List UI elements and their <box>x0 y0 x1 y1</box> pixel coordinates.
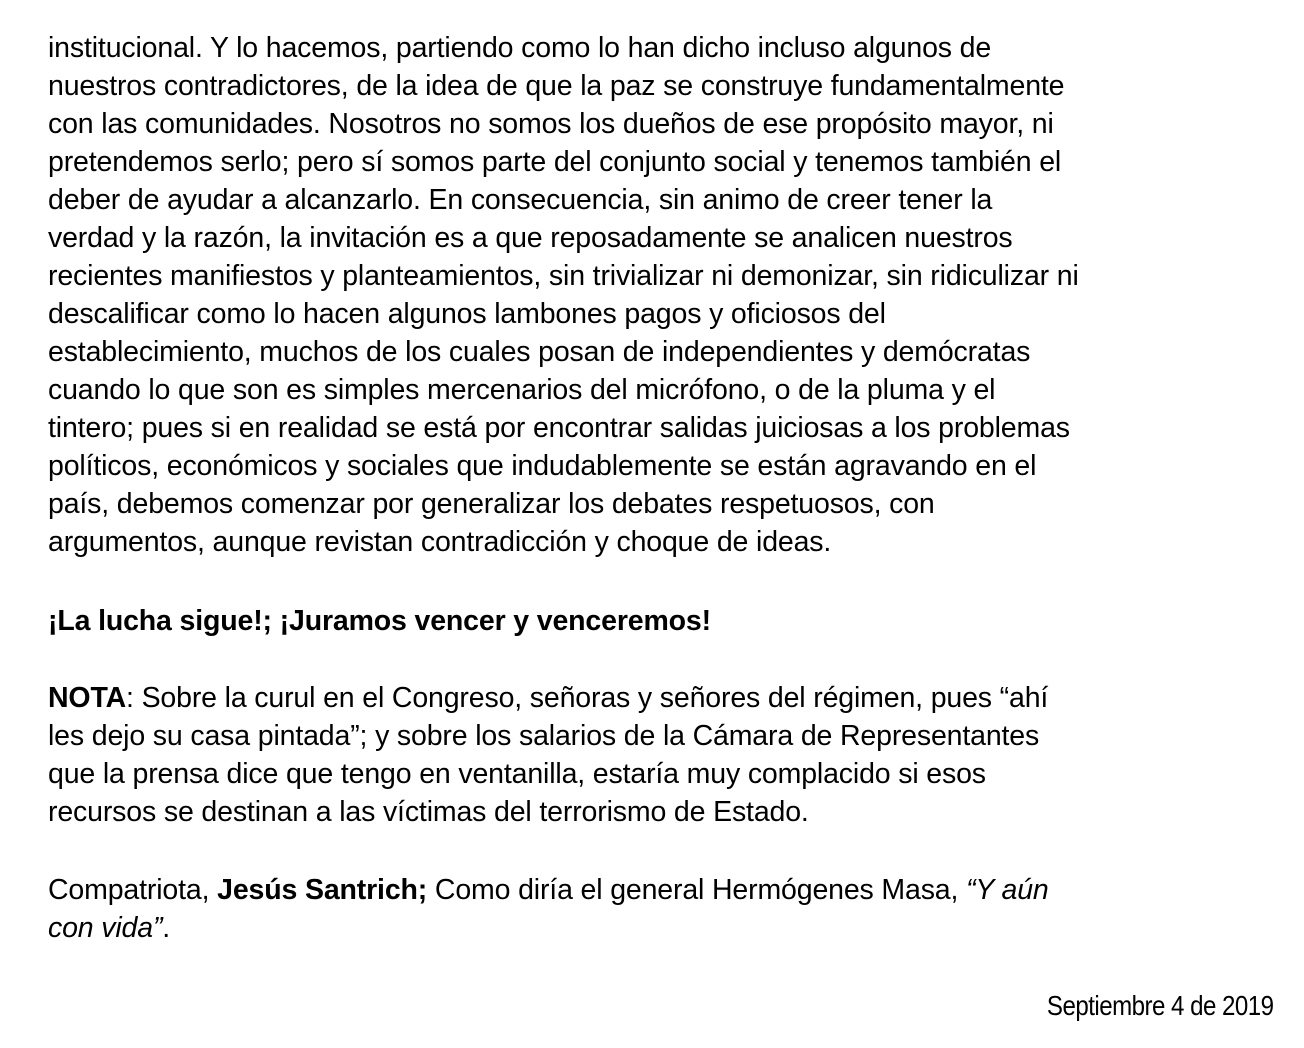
closing-prefix: Compatriota, <box>48 874 218 906</box>
paragraph-line: recientes manifiestos y planteamientos, sin trivializar ni demonizar, sin ridiculizar ni <box>48 260 1079 292</box>
author-name: Jesús Santrich; <box>217 874 428 906</box>
paragraph-line: tintero; pues si en realidad se está por encontrar salidas juiciosas a los problemas <box>48 412 1070 444</box>
nota-text: : Sobre la curul en el Congreso, señoras y señores del régimen, pues “ahí <box>126 682 1049 714</box>
paragraph-line: políticos, económicos y sociales que indudablemente se están agravando en el <box>48 450 1037 482</box>
paragraph-line: pretendemos serlo; pero sí somos parte del conjunto social y tenemos también el <box>48 146 1062 178</box>
closing-line <box>48 909 170 947</box>
closing-line <box>48 871 1049 909</box>
paragraph-line: descalificar como lo hacen algunos lambones pagos y oficiosos del <box>48 298 886 330</box>
paragraph-line: cuando lo que son es simples mercenarios del micrófono, o de la pluma y el <box>48 374 996 406</box>
paragraph-line: verdad y la razón, la invitación es a que reposadamente se analicen nuestros <box>48 222 1013 254</box>
document-date: Septiembre 4 de 2019 <box>1047 990 1274 1021</box>
nota-line <box>48 679 1048 717</box>
paragraph-line: deber de ayudar a alcanzarlo. En consecuencia, sin animo de creer tener la <box>48 184 993 216</box>
paragraph-line: argumentos, aunque revistan contradicción y choque de ideas. <box>48 526 832 558</box>
paragraph-line: establecimiento, muchos de los cuales posan de independientes y demócratas <box>48 336 1031 368</box>
closing-end: . <box>162 912 171 944</box>
nota-line: que la prensa dice que tengo en ventanilla, estaría muy complacido si esos <box>48 758 986 790</box>
nota-line: les dejo su casa pintada”; y sobre los salarios de la Cámara de Representantes <box>48 720 1040 752</box>
closing-quote: “Y aún <box>966 874 1049 906</box>
slogan-heading: ¡La lucha sigue!; ¡Juramos vencer y venceremos! <box>48 605 711 637</box>
paragraph-line: nuestros contradictores, de la idea de que la paz se construye fundamentalmente <box>48 70 1065 102</box>
paragraph-line: país, debemos comenzar por generalizar los debates respetuosos, con <box>48 488 935 520</box>
closing-quote: con vida” <box>48 912 163 944</box>
paragraph-line: institucional. Y lo hacemos, partiendo como lo han dicho incluso algunos de <box>48 32 992 64</box>
nota-line: recursos se destinan a las víctimas del terrorismo de Estado. <box>48 796 809 828</box>
paragraph-line: con las comunidades. Nosotros no somos los dueños de ese propósito mayor, ni <box>48 108 1054 140</box>
closing-middle: Como diría el general Hermógenes Masa, <box>427 874 967 906</box>
nota-label: NOTA <box>48 682 127 714</box>
